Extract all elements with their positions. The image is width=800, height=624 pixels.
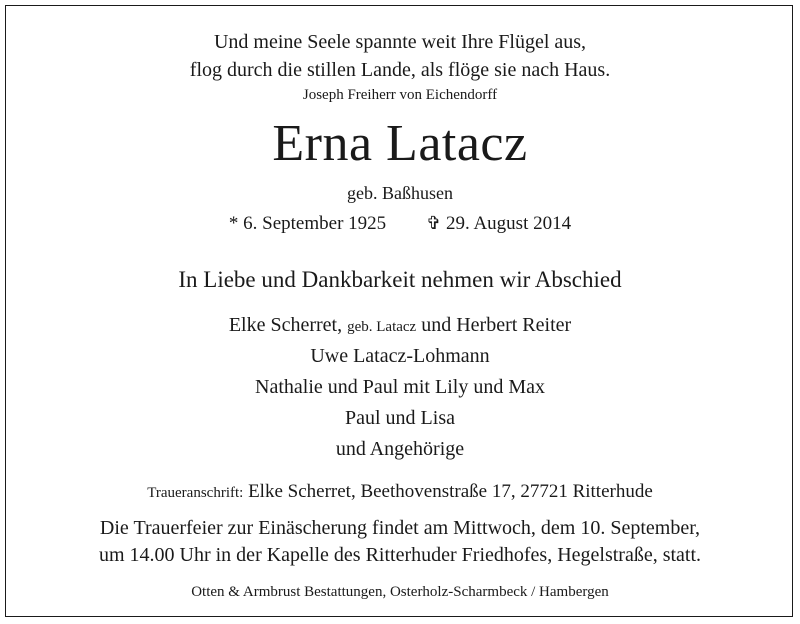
verse-author: Joseph Freiherr von Eichendorff	[302, 87, 498, 103]
death-date: 29. August 2014	[446, 213, 572, 234]
mourner-line-3: Nathalie und Paul mit Lily und Max	[255, 376, 545, 398]
address-label: Traueranschrift:	[147, 485, 244, 501]
birth-date: 6. September 1925	[243, 213, 387, 234]
address-value: Elke Scherret, Beethovenstraße 17, 27721 Ritterhude	[248, 481, 653, 502]
deceased-name: Erna Latacz	[272, 115, 528, 172]
birth-name: geb. Baßhusen	[347, 183, 453, 203]
mourner-line-5: und Angehörige	[335, 438, 465, 460]
farewell-text: In Liebe und Dankbarkeit nehmen wir Abschied	[178, 267, 622, 292]
undertaker: Otten & Armbrust Bestattungen, Osterholz-Scharmbeck / Hambergen	[191, 584, 609, 600]
verse-line-1: Und meine Seele spannte weit Ihre Flügel aus,	[213, 31, 587, 53]
mourner-name: Elke Scherret,	[228, 314, 343, 336]
mourner-partner: und Herbert Reiter	[421, 314, 572, 336]
mourning-address	[0, 481, 800, 503]
birth-mark: *	[228, 213, 239, 234]
verse-line-2: flog durch die stillen Lande, als flöge sie nach Haus.	[189, 59, 611, 81]
cross-icon: ✞	[426, 213, 442, 233]
mourner-line-1	[0, 314, 800, 337]
mourner-maiden-name: geb. Latacz	[347, 319, 417, 335]
funeral-info-line-2: um 14.00 Uhr in der Kapelle des Ritterhuder Friedhofes, Hegelstraße, statt.	[98, 544, 702, 566]
mourner-line-4: Paul und Lisa	[345, 407, 455, 429]
life-dates	[0, 213, 800, 235]
funeral-info-line-1: Die Trauerfeier zur Einäscherung findet am Mittwoch, dem 10. September,	[99, 517, 701, 539]
mourner-line-2: Uwe Latacz-Lohmann	[310, 345, 490, 367]
